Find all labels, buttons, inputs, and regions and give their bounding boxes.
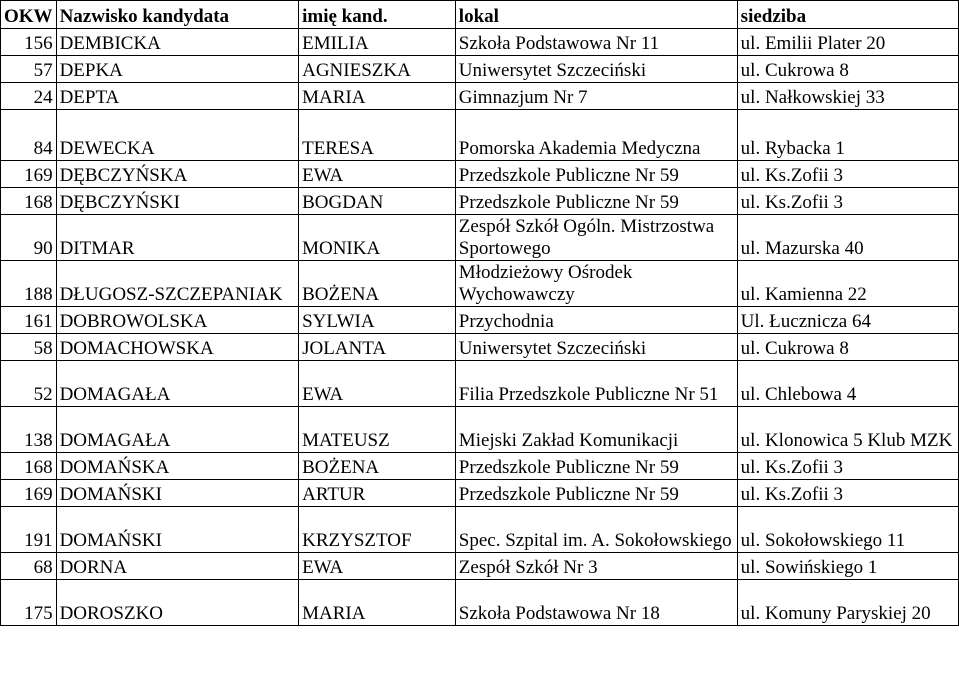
okw-cell: 84 (1, 110, 57, 161)
okw-cell: 188 (1, 261, 57, 307)
first-name-cell: EWA (299, 361, 456, 407)
okw-cell: 191 (1, 507, 57, 553)
table-row (1, 507, 959, 553)
header-surname: Nazwisko kandydata (56, 1, 299, 29)
surname-cell: DEMBICKA (56, 29, 299, 56)
surname-cell: DOROSZKO (56, 580, 299, 626)
okw-cell: 57 (1, 56, 57, 83)
okw-cell: 169 (1, 480, 57, 507)
address-cell: ul. Kamienna 22 (737, 261, 958, 307)
surname-cell: DOMAGAŁA (56, 361, 299, 407)
first-name-cell: MONIKA (299, 215, 456, 261)
surname-cell: DOMAŃSKA (56, 453, 299, 480)
address-cell: ul. Komuny Paryskiej 20 (737, 580, 958, 626)
first-name-cell: EWA (299, 161, 456, 188)
surname-cell: DEPTA (56, 83, 299, 110)
table-row (1, 215, 959, 261)
okw-cell: 52 (1, 361, 57, 407)
header-first-name: imię kand. (299, 1, 456, 29)
venue-cell: Przedszkole Publiczne Nr 59 (455, 453, 737, 480)
first-name-cell: MARIA (299, 580, 456, 626)
first-name-cell: ARTUR (299, 480, 456, 507)
surname-cell: DOMAŃSKI (56, 507, 299, 553)
address-cell: Ul. Łucznicza 64 (737, 307, 958, 334)
venue-cell: Uniwersytet Szczeciński (455, 56, 737, 83)
venue-cell: Gimnazjum Nr 7 (455, 83, 737, 110)
first-name-cell: BOŻENA (299, 261, 456, 307)
address-cell: ul. Cukrowa 8 (737, 56, 958, 83)
first-name-cell: SYLWIA (299, 307, 456, 334)
address-cell: ul. Ks.Zofii 3 (737, 480, 958, 507)
surname-cell: DĘBCZYŃSKA (56, 161, 299, 188)
okw-cell: 90 (1, 215, 57, 261)
surname-cell: DEPKA (56, 56, 299, 83)
address-cell: ul. Sowińskiego 1 (737, 553, 958, 580)
address-cell: ul. Klonowica 5 Klub MZK (737, 407, 958, 453)
first-name-cell: EWA (299, 553, 456, 580)
address-cell: ul. Cukrowa 8 (737, 334, 958, 361)
address-cell: ul. Sokołowskiego 11 (737, 507, 958, 553)
header-okw: OKW (1, 1, 57, 29)
table-row (1, 83, 959, 110)
address-cell: ul. Emilii Plater 20 (737, 29, 958, 56)
venue-cell: Pomorska Akademia Medyczna (455, 110, 737, 161)
table-row (1, 361, 959, 407)
first-name-cell: EMILIA (299, 29, 456, 56)
venue-cell: Miejski Zakład Komunikacji (455, 407, 737, 453)
table-row (1, 261, 959, 307)
first-name-cell: TERESA (299, 110, 456, 161)
okw-cell: 138 (1, 407, 57, 453)
header-address: siedziba (737, 1, 958, 29)
address-cell: ul. Nałkowskiej 33 (737, 83, 958, 110)
table-row (1, 307, 959, 334)
venue-cell: Spec. Szpital im. A. Sokołowskiego (455, 507, 737, 553)
surname-cell: DĘBCZYŃSKI (56, 188, 299, 215)
table-row (1, 161, 959, 188)
first-name-cell: KRZYSZTOF (299, 507, 456, 553)
venue-cell: Przedszkole Publiczne Nr 59 (455, 161, 737, 188)
address-cell: ul. Ks.Zofii 3 (737, 161, 958, 188)
table-row (1, 453, 959, 480)
okw-cell: 169 (1, 161, 57, 188)
venue-cell: Przedszkole Publiczne Nr 59 (455, 188, 737, 215)
table-row (1, 580, 959, 626)
okw-cell: 58 (1, 334, 57, 361)
first-name-cell: BOŻENA (299, 453, 456, 480)
okw-cell: 156 (1, 29, 57, 56)
surname-cell: DEWECKA (56, 110, 299, 161)
surname-cell: DŁUGOSZ-SZCZEPANIAK (56, 261, 299, 307)
first-name-cell: MATEUSZ (299, 407, 456, 453)
venue-cell: Przedszkole Publiczne Nr 59 (455, 480, 737, 507)
table-row (1, 188, 959, 215)
surname-cell: DOBROWOLSKA (56, 307, 299, 334)
table-row (1, 480, 959, 507)
header-row (1, 1, 959, 29)
venue-cell: Młodzieżowy Ośrodek Wychowawczy (455, 261, 737, 307)
venue-cell: Zespół Szkół Ogóln. Mistrzostwa Sportowego (455, 215, 737, 261)
address-cell: ul. Mazurska 40 (737, 215, 958, 261)
venue-cell: Szkoła Podstawowa Nr 18 (455, 580, 737, 626)
table-row (1, 334, 959, 361)
table-row (1, 29, 959, 56)
first-name-cell: MARIA (299, 83, 456, 110)
address-cell: ul. Rybacka 1 (737, 110, 958, 161)
surname-cell: DOMACHOWSKA (56, 334, 299, 361)
surname-cell: DITMAR (56, 215, 299, 261)
table-row (1, 110, 959, 161)
first-name-cell: BOGDAN (299, 188, 456, 215)
okw-cell: 161 (1, 307, 57, 334)
header-venue: lokal (455, 1, 737, 29)
venue-cell: Szkoła Podstawowa Nr 11 (455, 29, 737, 56)
okw-cell: 168 (1, 188, 57, 215)
first-name-cell: AGNIESZKA (299, 56, 456, 83)
venue-cell: Filia Przedszkole Publiczne Nr 51 (455, 361, 737, 407)
okw-cell: 175 (1, 580, 57, 626)
surname-cell: DOMAGAŁA (56, 407, 299, 453)
address-cell: ul. Ks.Zofii 3 (737, 188, 958, 215)
surname-cell: DORNA (56, 553, 299, 580)
okw-cell: 68 (1, 553, 57, 580)
address-cell: ul. Chlebowa 4 (737, 361, 958, 407)
table-row (1, 407, 959, 453)
table-row (1, 56, 959, 83)
table-row (1, 553, 959, 580)
okw-cell: 168 (1, 453, 57, 480)
surname-cell: DOMAŃSKI (56, 480, 299, 507)
venue-cell: Zespół Szkół Nr 3 (455, 553, 737, 580)
address-cell: ul. Ks.Zofii 3 (737, 453, 958, 480)
okw-cell: 24 (1, 83, 57, 110)
first-name-cell: JOLANTA (299, 334, 456, 361)
venue-cell: Przychodnia (455, 307, 737, 334)
venue-cell: Uniwersytet Szczeciński (455, 334, 737, 361)
